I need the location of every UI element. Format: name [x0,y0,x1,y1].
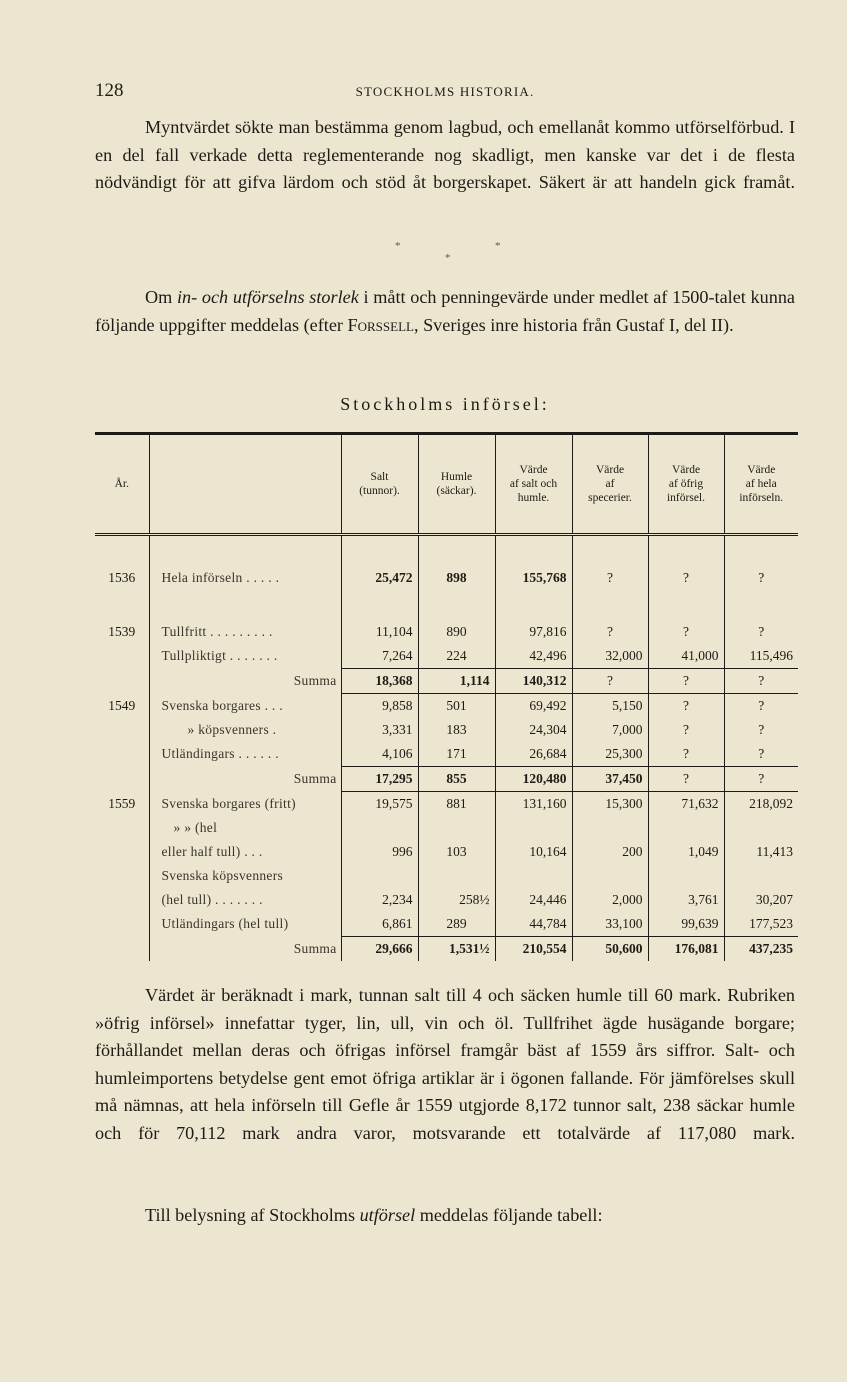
paragraph-value-notes: Värdet är beräknadt i mark, tunnan salt till 4 och säcken humle till 60 mark. Rubriken »öfrig införsel» innefattar tyger, lin, ull, vin och öl. Tullfrihet ägde husägande borgare; förhållandet mellan deras och öfrigas införsel framgår bäst af 1559 års siffror. Salt- och humleimportens betydelse gent emot öfriga artiklar är i ögonen fallande. För jämförelses skull må nämnas, att hela införseln till Gefle år 1559 utgjorde 8,172 tunnor salt, 238 säckar humle och för 70,112 mark andra varor, motsvarande ett totalvärde af 117,080 mark. [95,985,795,1143]
value-spices-cell: ? [572,566,648,590]
value-other-cell: ? [648,694,724,719]
value-total-cell: ? [724,566,798,590]
salt-cell: 17,295 [341,767,418,792]
value-salt-cell: 120,480 [495,767,572,792]
summa-label: Summa [149,669,341,694]
value-spices-cell: 5,150 [572,694,648,719]
section-break-star: * [445,252,451,264]
value-spices-cell: 50,600 [572,937,648,962]
value-other-cell [648,816,724,840]
summa-row [95,767,798,792]
humle-cell: 898 [418,566,495,590]
year-cell [95,840,149,864]
value-spices-cell: ? [572,620,648,644]
value-other-cell: ? [648,566,724,590]
text-run: , Sveriges inre historia från Gustaf I, del II). [413,314,734,335]
header-text: Humle [440,471,473,483]
value-salt-cell: 10,164 [495,840,572,864]
header-text: Värde [519,464,548,476]
value-spices-cell: 15,300 [572,792,648,817]
paragraph-export-intro [95,1202,795,1230]
italic-phrase: in- och utförselns storlek [176,287,359,307]
value-other-cell: ? [648,742,724,767]
value-salt-cell: 155,768 [495,566,572,590]
header-text: af [605,478,615,490]
table-row [95,718,798,742]
value-salt-cell: 42,496 [495,644,572,669]
value-other-cell: 176,081 [648,937,724,962]
desc-cell: Svenska köpsvenners [149,864,341,888]
paragraph-trade-policy: Myntvärdet sökte man bestämma genom lagbud, och emellanåt kommo utförselförbud. I en del fall verkade detta reglementerande nog skadligt, men kanske var det i de flesta nödvändigt för att gifva lärdom och stöd åt borgerskapet. Säkert är att handeln gick framåt. [95,117,795,192]
year-cell [95,669,149,694]
salt-cell [341,864,418,888]
humle-cell: 1,531½ [418,937,495,962]
value-spices-cell [572,864,648,888]
import-table [95,432,798,961]
desc-cell: » » (hel [149,816,341,840]
humle-cell: 289 [418,912,495,937]
section-break-star: * [495,240,501,252]
value-other-cell: 99,639 [648,912,724,937]
value-salt-cell: 24,304 [495,718,572,742]
value-spices-cell: 25,300 [572,742,648,767]
value-total-cell [724,816,798,840]
header-text: humle. [517,492,550,504]
year-cell [95,718,149,742]
table-row [95,566,798,590]
table-row [95,816,798,840]
desc-cell: Svenska borgares (fritt) [149,792,341,817]
humle-cell [418,864,495,888]
section-break [370,240,520,270]
header-text: (tunnor). [359,485,400,497]
value-total-cell: 30,207 [724,888,798,912]
value-other-cell: ? [648,767,724,792]
value-total-cell: ? [724,694,798,719]
value-other-cell: ? [648,669,724,694]
salt-cell: 6,861 [341,912,418,937]
salt-cell [341,816,418,840]
humle-cell: 171 [418,742,495,767]
year-cell [95,888,149,912]
humle-cell: 1,114 [418,669,495,694]
year-cell: 1539 [108,624,136,639]
value-total-cell: ? [724,742,798,767]
value-salt-cell: 26,684 [495,742,572,767]
col-header-humle [418,434,495,535]
table-row [95,888,798,912]
value-total-cell: 218,092 [724,792,798,817]
text-run: Om [145,287,177,307]
humle-cell: 890 [418,620,495,644]
value-spices-cell: 2,000 [572,888,648,912]
year-cell [95,912,149,937]
table-title: Stockholms införsel: [340,394,550,414]
value-total-cell: ? [724,767,798,792]
table-row [95,742,798,767]
italic-phrase: utförsel [359,1205,416,1225]
humle-cell: 103 [418,840,495,864]
year-cell [95,816,149,840]
text-run: i mått och penningevärde under medlet af 1500-talet kunna följande uppgifter meddelas (efter [95,287,795,335]
table-row [95,864,798,888]
value-total-cell: ? [724,718,798,742]
value-spices-cell: ? [572,669,648,694]
year-cell [95,937,149,962]
header-text: Värde [595,464,625,476]
value-other-cell: ? [648,620,724,644]
value-total-cell: ? [724,669,798,694]
value-total-cell: ? [724,620,798,644]
desc-cell: (hel tull) . . . . . . . [149,888,341,912]
value-salt-cell: 97,816 [495,620,572,644]
humle-cell [418,816,495,840]
desc-cell: » köpsvenners . [149,718,341,742]
humle-cell: 881 [418,792,495,817]
salt-cell: 19,575 [341,792,418,817]
header-text: införsel. [666,492,705,504]
text-run: Till belysning af Stockholms [145,1205,360,1225]
header-text: (säckar). [436,485,477,497]
header-text: af öfrig [668,478,704,490]
value-salt-cell: 210,554 [495,937,572,962]
header-text: År. [114,478,129,490]
value-spices-cell: 33,100 [572,912,648,937]
humle-cell: 501 [418,694,495,719]
salt-cell: 11,104 [341,620,418,644]
table-row [95,912,798,937]
col-header-description [149,434,341,535]
header-text: specerier. [588,492,632,504]
value-salt-cell: 44,784 [495,912,572,937]
salt-cell: 2,234 [341,888,418,912]
salt-cell: 7,264 [341,644,418,669]
salt-cell: 4,106 [341,742,418,767]
table-row [95,840,798,864]
year-cell [95,742,149,767]
value-spices-cell [572,816,648,840]
col-header-value-spices [572,434,648,535]
col-header-value-other [648,434,724,535]
humle-cell: 183 [418,718,495,742]
col-header-year [95,434,149,535]
table-row [95,644,798,669]
col-header-salt [341,434,418,535]
value-salt-cell: 24,446 [495,888,572,912]
value-total-cell: 437,235 [724,937,798,962]
summa-row [95,669,798,694]
author-name: Forssell [347,314,414,335]
header-text: af hela [745,478,777,490]
col-header-value-total [724,434,798,535]
desc-cell: Utländingars . . . . . . [149,742,341,767]
salt-cell: 996 [341,840,418,864]
salt-cell: 9,858 [341,694,418,719]
header-text: af salt och [509,478,558,490]
year-cell: 1559 [108,795,136,811]
humle-cell: 855 [418,767,495,792]
paragraph-table-intro [95,284,795,339]
desc-cell: Tullfritt . . . . . . . . . [149,620,341,644]
running-title: STOCKHOLMS HISTORIA. [355,84,535,99]
value-total-cell [724,864,798,888]
header-row [95,434,798,535]
humle-cell: 224 [418,644,495,669]
header-text: Värde [671,464,701,476]
spacer-row [95,535,798,567]
value-other-cell: ? [648,718,724,742]
value-salt-cell: 140,312 [495,669,572,694]
value-other-cell: 3,761 [648,888,724,912]
table-row [95,694,798,719]
value-spices-cell: 37,450 [572,767,648,792]
value-other-cell: 1,049 [648,840,724,864]
running-head [95,80,795,104]
year-cell [95,644,149,669]
salt-cell: 18,368 [341,669,418,694]
value-spices-cell: 32,000 [572,644,648,669]
salt-cell: 29,666 [341,937,418,962]
summa-label: Summa [149,937,341,962]
value-total-cell: 11,413 [724,840,798,864]
value-salt-cell [495,816,572,840]
page-number: 128 [95,80,124,101]
value-other-cell: 71,632 [648,792,724,817]
summa-label: Summa [149,767,341,792]
section-break-star: * [395,240,401,252]
year-cell: 1536 [108,570,136,585]
value-other-cell: 41,000 [648,644,724,669]
col-header-value-salt [495,434,572,535]
desc-cell: Utländingars (hel tull) [149,912,341,937]
value-total-cell: 177,523 [724,912,798,937]
summa-row [95,937,798,962]
value-spices-cell: 7,000 [572,718,648,742]
desc-cell: Tullpliktigt . . . . . . . [149,644,341,669]
value-total-cell: 115,496 [724,644,798,669]
year-cell: 1549 [108,697,136,713]
desc-cell: Svenska borgares . . . [149,694,341,719]
value-spices-cell: 200 [572,840,648,864]
desc-cell: eller half tull) . . . [149,840,341,864]
salt-cell: 25,472 [341,566,418,590]
table-row [95,792,798,817]
salt-cell: 3,331 [341,718,418,742]
desc-cell: Hela införseln . . . . . [149,566,341,590]
value-salt-cell: 131,160 [495,792,572,817]
value-salt-cell [495,864,572,888]
year-cell [95,864,149,888]
table-row [95,620,798,644]
header-text: Värde [747,464,776,476]
year-cell [95,767,149,792]
text-run: meddelas följande tabell: [415,1205,603,1225]
value-other-cell [648,864,724,888]
spacer-row [95,590,798,620]
header-text: Salt [370,471,389,483]
value-salt-cell: 69,492 [495,694,572,719]
humle-cell: 258½ [418,888,495,912]
header-text: införseln. [739,492,784,504]
